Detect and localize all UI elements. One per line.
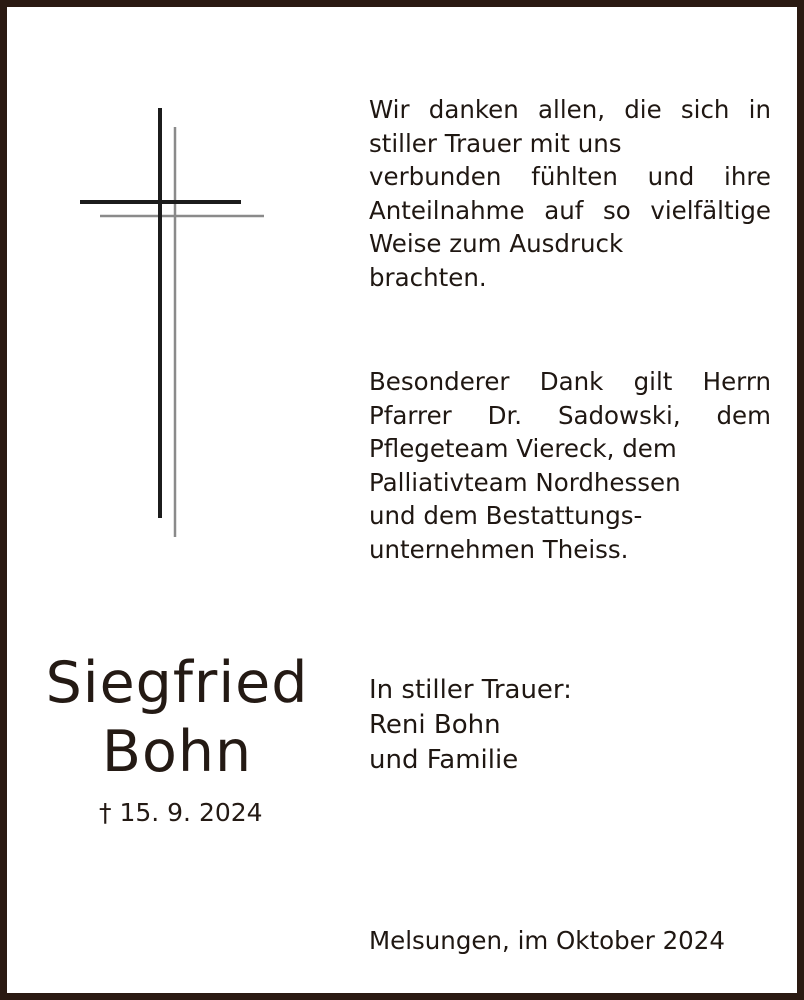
special-thanks-line: Pflegeteam Viereck, dem: [369, 434, 677, 464]
mourners-intro: In stiller Trauer:: [369, 675, 572, 705]
deceased-last-name: Bohn: [101, 719, 253, 785]
thanks-line: Anteilnahme auf so vielfältige: [369, 195, 771, 225]
mourner-name: Reni Bohn: [369, 710, 501, 740]
special-thanks-line: Pfarrer Dr. Sadowski, dem: [369, 400, 771, 430]
special-thanks-line: und dem Bestattungs-: [369, 501, 643, 531]
special-thanks-paragraph: [369, 365, 771, 567]
deceased-first-name: Siegfried: [45, 650, 309, 716]
death-date: † 15. 9. 2024: [99, 798, 263, 827]
mourner-name: und Familie: [369, 745, 519, 775]
thanks-line: verbunden fühlten und ihre: [369, 162, 771, 192]
special-thanks-line: unternehmen Theiss.: [369, 534, 629, 564]
thanks-line: brachten.: [369, 262, 487, 292]
thanks-line: Wir danken allen, die sich in: [369, 95, 771, 124]
mourners-block: [369, 673, 572, 778]
thanks-line: Weise zum Ausdruck: [369, 229, 624, 259]
thanks-line: stiller Trauer mit uns: [369, 128, 622, 158]
place-and-date: Melsungen, im Oktober 2024: [369, 926, 725, 955]
thanks-paragraph: [369, 93, 771, 295]
special-thanks-line: Palliativteam Nordhessen: [369, 467, 681, 497]
special-thanks-line: Besonderer Dank gilt Herrn: [369, 367, 771, 396]
